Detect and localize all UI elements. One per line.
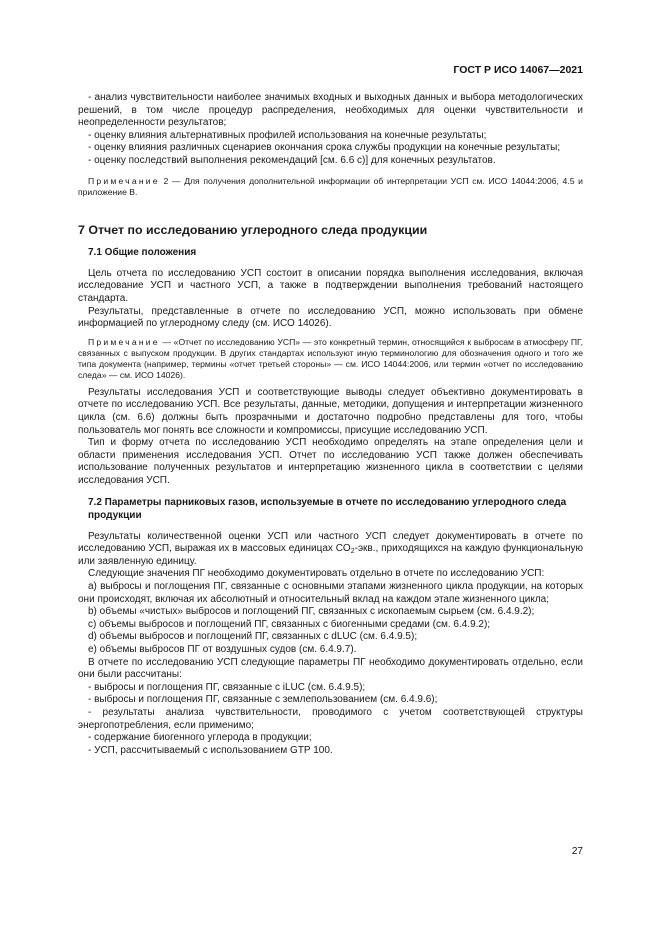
list-item: - УСП, рассчитываемый с использованием GTP 100. <box>88 744 333 756</box>
paragraph: Результаты исследования УСП и соответствующие выводы следует объективно документировать в отчете по исследованию УСП. Все результаты, данные, методики, допущения и интерпретации жизненного цикла (см. 6.6) должны быть прозрачными и достаточно подробно представлены для того, чтобы пользователь мог понять все сложности и компромиссы, присущие исследованию УСП. <box>78 386 583 436</box>
page-number: 27 <box>571 846 583 857</box>
paragraph: Результаты, представленные в отчете по исследованию УСП, можно использовать при обмене информацией по углеродному следу (см. ИСО 14026). <box>78 305 583 330</box>
intro-item: - оценку влияния альтернативных профилей использования на конечные результаты; <box>88 129 487 141</box>
list-item: - содержание биогенного углерода в продукции; <box>88 732 312 744</box>
note-label: Примечание <box>88 175 160 186</box>
paragraph-part: Результаты количественной оценки УСП или частного УСП следует документировать в отчете по исследованию УСП, выражая их в массовых единицах CO <box>78 530 583 555</box>
list-item: - результаты анализа чувствительности, проводимого с учетом соответствующей структуры энергопотребления, если применимо; <box>78 706 583 731</box>
paragraph-part: -экв., приходящихся на каждую функциональную или заявленную единицу. <box>78 543 583 567</box>
note-7-1 <box>78 337 583 381</box>
section-7-1-title: 7.1 Общие положения <box>88 247 197 259</box>
note-label: Примечание <box>88 336 160 347</box>
list-item: e) объемы выбросов ПГ от воздушных судов (см. 6.4.9.7). <box>88 644 357 655</box>
paragraph: Цель отчета по исследованию УСП состоит в описании порядка выполнения исследования, включая исследование УСП и частного УСП, а также в подтверждении выполнения требований настоящего стандарта. <box>78 267 583 304</box>
page-content <box>78 92 583 757</box>
list-item: а) выбросы и поглощения ПГ, связанные с основными этапами жизненного цикла продукции, на которых они происходят, включая их абсолютный и относительный вклад на каждом этапе жизненного цикла; <box>78 581 583 605</box>
note-2 <box>78 176 583 198</box>
list-item: - выбросы и поглощения ПГ, связанные с iLUC (см. 6.4.9.5); <box>88 681 366 693</box>
paragraph: Тип и форму отчета по исследованию УСП необходимо определять на этапе определения цели и области применения исследования УСП. Отчет по исследованию УСП также должен обеспечивать использование полученных результатов и интерпретацию жизненного цикла в соответствии с целями исследования УСП. <box>78 437 583 486</box>
paragraph: Следующие значения ПГ необходимо документировать отдельно в отчете по исследованию УСП: <box>88 568 545 580</box>
section-7-2-title: 7.2 Параметры парниковых газов, используемые в отчете по исследованию углеродного следа продукции <box>88 497 567 522</box>
subscript: 2 <box>350 548 355 556</box>
note-text: — «Отчет по исследованию УСП» — это конкретный термин, относящийся к выбросам в атмосферу ПГ, связанных с выпуском продукции. В других стандартах используют иную терминологию для обозначения одного и того же типа документа (например, термины «отчет третьей стороны» — см. ИСО 14044:2006, или термин «отчет по исследованию следа» — см. ИСО 14026). <box>78 336 583 380</box>
paragraph <box>78 531 583 569</box>
intro-item: - анализ чувствительности наиболее значимых входных и выходных данных и выбора методологических решений, в том числе процедур распределения, необходимых для оценки чувствительности и неопределенности результатов; <box>78 92 583 129</box>
list-item: c) объемы выбросов и поглощений ПГ, связанных с биогенными средами (см. 6.4.9.2); <box>88 618 491 630</box>
list-item: b) объемы «чистых» выбросов и поглощений ПГ, связанных с ископаемым сырьем (см. 6.4.9.2); <box>88 606 535 618</box>
intro-item: - оценку последствий выполнения рекомендаций [см. 6.6 c)] для конечных результатов. <box>88 154 496 166</box>
list-item: d) объемы выбросов и поглощений ПГ, связанных с dLUC (см. 6.4.9.5); <box>88 631 418 643</box>
intro-item: - оценку влияния различных сценариев окончания срока службы продукции на конечные результаты; <box>88 142 561 154</box>
standard-header: ГОСТ Р ИСО 14067—2021 <box>453 64 583 76</box>
section-7-title: 7 Отчет по исследованию углеродного следа продукции <box>78 222 428 237</box>
list-item: - выбросы и поглощения ПГ, связанные с землепользованием (см. 6.4.9.6); <box>88 694 438 706</box>
paragraph: В отчете по исследованию УСП следующие параметры ПГ необходимо документировать отдельно, если они были рассчитаны: <box>78 656 583 681</box>
note-text: 2 — Для получения дополнительной информации об интерпретации УСП см. ИСО 14044:2006, 4.5 и приложение В. <box>78 175 583 197</box>
